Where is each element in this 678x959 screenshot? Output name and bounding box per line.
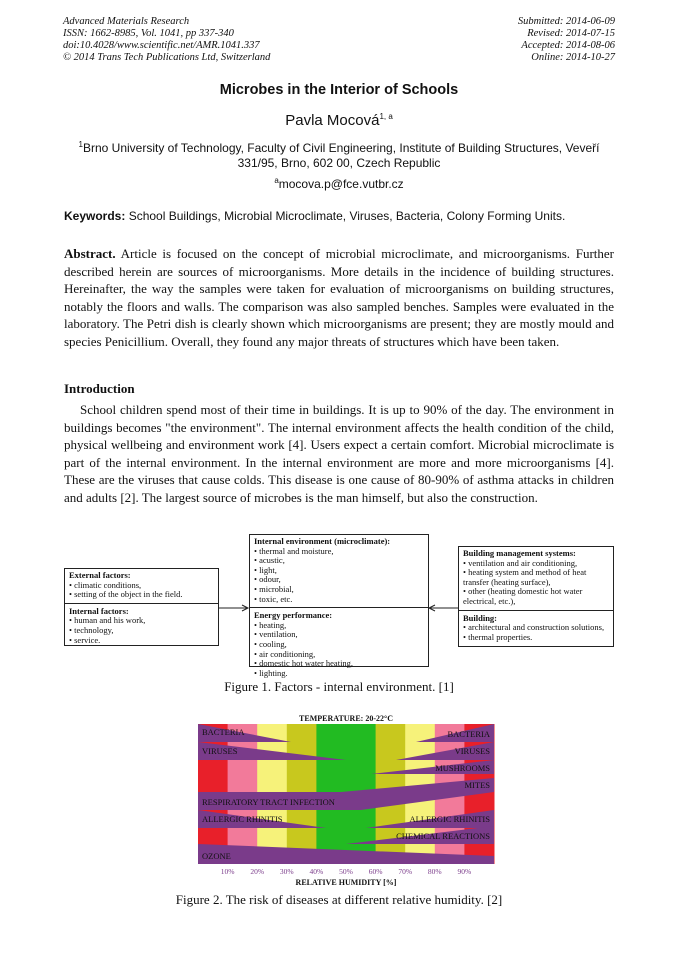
figure-1-diagram [64,533,614,678]
figure-2-chart [196,714,496,889]
issn: ISSN: 1662-8985, Vol. 1041, pp 337-340 [63,28,234,39]
label-bacteria-left: BACTERIA [202,727,245,737]
label-mites: MITES [464,780,490,790]
internal-item: • human and his work, [69,615,146,626]
environment-energy-box [249,534,429,678]
author-name: Pavla Mocová [285,112,380,129]
internal-environment [254,537,424,604]
x-tick-label: 10% [220,867,235,876]
internal-factors [69,607,214,645]
energy-title: Energy performance: [254,610,333,621]
bms-title: Building management systems: [463,548,576,558]
x-tick-label: 90% [457,867,472,876]
label-mushrooms: MUSHROOMS [435,763,490,773]
journal-name: Advanced Materials Research [63,16,190,27]
label-bacteria-right: BACTERIA [447,729,490,739]
copyright: © 2014 Trans Tech Publications Ltd, Switzerland [63,52,271,63]
keywords-label: Keywords: [64,209,126,223]
figure-2-svg [196,714,496,889]
label-respiratory: RESPIRATORY TRACT INFECTION [202,797,335,807]
x-tick-label: 50% [339,867,353,876]
external-factors [69,571,214,600]
abstract-label: Abstract. [64,246,116,261]
building-management [463,549,609,607]
building-box [458,546,614,647]
email-text: mocova.p@fce.vutbr.cz [278,177,404,191]
x-tick-label: 80% [427,867,442,876]
external-internal-factors-box [64,568,219,646]
x-tick-label: 70% [398,867,413,876]
env-item: • light, [254,564,277,575]
abstract-text: Article is focused on the concept of microbial microclimate, and microorganisms. Further described herein are sources of microorganisms. More details in the incidence of building structures. Hereinafter, the way the samples were taken for evaluation of microorganisms on building structures, notably the floors and walls. The comparison was also sampled benches. Samples were evaluated in the laboratory. The Petri dish is clearly shown which microorganisms are present; they are mostly mould and species Penicillium. Overall, they found any major threats of structures which have been taken. [64,246,614,349]
accepted-date: Accepted: 2014-08-06 [521,40,615,51]
email [0,176,678,191]
env-item: • thermal and moisture, [254,545,334,556]
affiliation-sup: 1 [78,140,83,149]
revised-date: Revised: 2014-07-15 [527,28,615,39]
env-item: • odour, [254,574,281,585]
author-sup: 1, a [379,112,393,121]
label-viruses-left: VIRUSES [202,746,238,756]
env-title: Internal environment (microclimate): [254,536,391,546]
submitted-date: Submitted: 2014-06-09 [517,16,615,27]
external-item: • setting of the object in the field. [69,589,183,600]
energy-item: • lighting. [254,667,288,678]
dates-info [518,16,615,64]
x-axis-label: RELATIVE HUMIDITY [%] [295,878,397,887]
env-item: • toxic, etc. [254,593,293,604]
intro-heading: Introduction [64,381,135,396]
energy-performance [254,611,424,678]
energy-item: • ventilation, [254,629,298,640]
label-allergic-left: ALLERGIC RHINITIS [202,814,283,824]
author [0,112,678,129]
x-tick-label: 20% [250,867,265,876]
building [463,614,609,643]
paper-title: Microbes in the Interior of Schools [219,82,459,98]
online-date: Online: 2014-10-27 [531,52,615,63]
building-item: • architectural and construction solutions, [463,622,605,633]
external-title: External factors: [69,570,131,580]
label-chemical: CHEMICAL REACTIONS [396,831,490,841]
x-tick-label: 40% [309,867,324,876]
internal-title: Internal factors: [69,605,129,616]
abstract [64,245,614,350]
keywords-text: School Buildings, Microbial Microclimate, Viruses, Bacteria, Colony Forming Units. [128,209,566,223]
temperature-label: TEMPERATURE: 20-22°C [299,714,393,723]
building-title: Building: [463,612,498,623]
energy-item: • air conditioning, [254,648,316,659]
internal-item: • technology, [69,624,114,635]
building-item: • thermal properties. [463,631,533,642]
energy-item: • heating, [254,619,287,630]
keywords [64,209,624,223]
figure-1-caption: Figure 1. Factors - internal environment. [1] [224,679,454,694]
label-viruses-right: VIRUSES [454,746,490,756]
bms-item: • ventilation and air conditioning, [463,557,578,568]
x-tick-label: 30% [279,867,294,876]
affiliation [60,137,618,171]
doi: doi:10.4028/www.scientific.net/AMR.1041.337 [63,40,260,51]
bms-item: • heating system and method of heat transfer (heating surface), [463,567,587,587]
internal-item: • service. [69,634,101,645]
label-ozone: OZONE [202,851,231,861]
email-sup: a [274,176,279,185]
figure-2-caption: Figure 2. The risk of diseases at different relative humidity. [2] [175,892,503,907]
energy-item: • domestic hot water heating, [254,658,354,669]
journal-info [63,16,270,64]
x-tick-label: 60% [368,867,383,876]
affiliation-text: Brno University of Technology, Faculty of Civil Engineering, Institute of Building Structures, Veveří 331/95, Brno, 602 00, Czech Republic [82,141,600,170]
energy-item: • cooling, [254,638,287,649]
intro-text: School children spend most of their time in buildings. It is up to 90% of the day. The environment in buildings becomes "the environment". The internal environment affects the health condition of the child, physical wellbeing and environment work [4]. Users expect a certain comfort. Microbial microclimate is part of the internal environment. In the internal environment are more and more microorganisms [4]. These are the viruses that cause colds. This disease is one cause of 80-90% of asthma attacks in children and adults [2]. The largest source of microbes is the man himself, but also the construction. [64,402,614,505]
env-item: • microbial, [254,583,294,594]
label-allergic-right: ALLERGIC RHINITIS [409,814,490,824]
env-item: • acustic, [254,555,285,566]
external-item: • climatic conditions, [69,579,142,590]
bms-item: • other (heating domestic hot water electrical, etc.), [463,586,583,606]
